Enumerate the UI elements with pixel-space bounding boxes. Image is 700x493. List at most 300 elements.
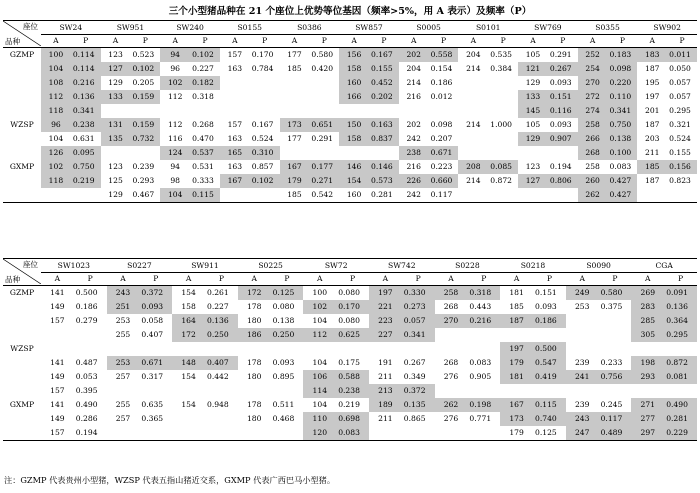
allele-cell bbox=[566, 314, 599, 328]
frequency-cell: 0.151 bbox=[548, 90, 578, 104]
allele-cell: 123 bbox=[108, 162, 123, 171]
frequency-cell: 0.452 bbox=[369, 76, 399, 90]
allele-cell bbox=[101, 104, 131, 118]
frequency-cell bbox=[369, 146, 399, 160]
allele-cell bbox=[435, 384, 468, 398]
allele-cell: 227 bbox=[369, 328, 402, 342]
allele-cell: 104 bbox=[312, 358, 328, 367]
locus-header: SW911 bbox=[172, 259, 238, 273]
frequency-cell bbox=[336, 342, 369, 356]
allele-cell: 123 bbox=[108, 50, 123, 59]
frequency-cell: 0.012 bbox=[430, 92, 453, 101]
table-title: 三个小型猪品种在 21 个座位上优势等位基因（频率>5%，用 A 表示）及频率（P） bbox=[168, 6, 532, 17]
allele-cell: 213 bbox=[369, 384, 402, 398]
allele-cell: 112 bbox=[167, 120, 183, 129]
allele-cell: 242 bbox=[406, 134, 421, 143]
breed-label bbox=[3, 314, 41, 328]
frequency-cell: 0.671 bbox=[429, 146, 459, 160]
frequency-cell: 0.857 bbox=[251, 162, 274, 171]
col-a-header: A bbox=[637, 35, 667, 48]
frequency-cell: 0.186 bbox=[75, 302, 98, 311]
allele-cell bbox=[518, 188, 548, 203]
frequency-cell: 0.321 bbox=[669, 120, 691, 129]
allele-cell: 150 bbox=[339, 118, 369, 132]
allele-cell: 238 bbox=[399, 146, 429, 160]
frequency-cell: 0.219 bbox=[71, 174, 101, 188]
col-p-header: P bbox=[548, 35, 578, 48]
allele-cell: 204 bbox=[466, 50, 481, 59]
locus-header: SW902 bbox=[637, 21, 697, 35]
corner-header bbox=[3, 259, 41, 286]
col-a-header: A bbox=[107, 273, 140, 286]
allele-cell: 100 bbox=[312, 288, 328, 297]
frequency-cell: 0.732 bbox=[130, 132, 160, 146]
allele-cell: 133 bbox=[101, 90, 131, 104]
frequency-cell: 0.395 bbox=[75, 386, 98, 395]
col-p-header: P bbox=[130, 35, 160, 48]
frequency-cell: 0.490 bbox=[75, 400, 98, 409]
frequency-cell: 0.537 bbox=[190, 146, 220, 160]
frequency-cell: 0.341 bbox=[608, 104, 638, 118]
col-a-header: A bbox=[500, 273, 533, 286]
frequency-cell bbox=[205, 384, 238, 398]
frequency-cell: 0.216 bbox=[71, 76, 101, 90]
locus-header: S0218 bbox=[500, 259, 566, 273]
allele-cell: 157 bbox=[227, 50, 243, 59]
frequency-cell: 0.110 bbox=[608, 90, 638, 104]
frequency-cell bbox=[309, 104, 339, 118]
col-a-header: A bbox=[303, 273, 336, 286]
allele-cell bbox=[41, 188, 71, 203]
allele-cell bbox=[458, 146, 488, 160]
allele-cell: 270 bbox=[435, 314, 468, 328]
breed-label bbox=[3, 426, 41, 441]
frequency-cell: 0.317 bbox=[141, 372, 164, 381]
frequency-cell: 0.098 bbox=[430, 120, 453, 129]
frequency-cell: 0.220 bbox=[608, 76, 638, 90]
allele-cell: 181 bbox=[500, 370, 533, 384]
allele-cell: 129 bbox=[101, 188, 131, 203]
allele-cell: 157 bbox=[41, 426, 74, 441]
frequency-cell: 0.823 bbox=[669, 176, 691, 185]
frequency-cell bbox=[271, 342, 304, 356]
col-a-header: A bbox=[578, 35, 608, 48]
allele-cell bbox=[458, 104, 488, 118]
frequency-cell: 0.295 bbox=[664, 328, 697, 342]
allele-cell: 272 bbox=[578, 90, 608, 104]
frequency-cell: 0.093 bbox=[139, 300, 172, 314]
allele-cell: 179 bbox=[500, 426, 533, 441]
frequency-cell: 0.660 bbox=[429, 174, 459, 188]
allele-cell: 187 bbox=[644, 64, 660, 73]
frequency-cell: 0.194 bbox=[549, 162, 572, 171]
allele-cell: 172 bbox=[172, 328, 205, 342]
frequency-cell: 0.175 bbox=[338, 358, 360, 367]
allele-cell: 187 bbox=[500, 314, 533, 328]
frequency-cell: 0.219 bbox=[338, 400, 360, 409]
allele-cell: 270 bbox=[578, 76, 608, 90]
frequency-cell bbox=[130, 146, 160, 160]
allele-cell: 100 bbox=[41, 48, 71, 63]
frequency-cell: 0.115 bbox=[533, 398, 566, 412]
frequency-cell bbox=[309, 146, 339, 160]
frequency-cell: 0.895 bbox=[272, 372, 295, 381]
allele-cell: 185 bbox=[280, 188, 310, 203]
locus-header: SW1023 bbox=[41, 259, 107, 273]
locus-header: S0386 bbox=[280, 21, 340, 35]
frequency-cell: 0.341 bbox=[71, 104, 101, 118]
frequency-cell: 0.100 bbox=[608, 146, 638, 160]
allele-cell bbox=[458, 76, 488, 90]
allele-cell: 141 bbox=[50, 288, 65, 297]
allele-cell: 211 bbox=[378, 372, 393, 381]
allele-cell: 241 bbox=[566, 370, 599, 384]
frequency-cell: 0.625 bbox=[336, 328, 369, 342]
allele-cell bbox=[518, 146, 548, 160]
allele-cell: 197 bbox=[644, 92, 660, 101]
frequency-cell: 0.349 bbox=[403, 372, 426, 381]
frequency-cell bbox=[190, 104, 220, 118]
allele-cell: 266 bbox=[578, 132, 608, 146]
allele-cell bbox=[435, 426, 468, 441]
frequency-cell: 0.500 bbox=[533, 342, 566, 356]
allele-cell: 135 bbox=[101, 132, 131, 146]
allele-cell: 149 bbox=[50, 372, 65, 381]
allele-cell: 123 bbox=[525, 162, 541, 171]
frequency-cell: 0.159 bbox=[130, 90, 160, 104]
allele-cell: 157 bbox=[50, 386, 65, 395]
allele-cell: 160 bbox=[339, 188, 369, 203]
allele-cell: 258 bbox=[435, 286, 468, 301]
frequency-cell: 0.114 bbox=[71, 62, 101, 76]
allele-cell: 120 bbox=[303, 426, 336, 441]
frequency-cell: 0.467 bbox=[130, 188, 160, 203]
frequency-cell bbox=[488, 146, 518, 160]
allele-cell bbox=[280, 146, 310, 160]
allele-cell: 214 bbox=[466, 64, 481, 73]
allele-cell bbox=[369, 342, 402, 356]
allele-cell: 125 bbox=[108, 176, 123, 185]
frequency-cell: 0.671 bbox=[139, 356, 172, 370]
frequency-cell: 0.295 bbox=[669, 106, 691, 115]
col-a-header: A bbox=[41, 35, 71, 48]
frequency-cell: 0.500 bbox=[75, 288, 98, 297]
corner-locus-label: 座位 bbox=[22, 22, 38, 31]
allele-cell: 160 bbox=[339, 76, 369, 90]
locus-header: SW857 bbox=[339, 21, 399, 35]
allele-cell: 276 bbox=[443, 372, 459, 381]
table-row bbox=[3, 146, 697, 160]
col-a-header: A bbox=[458, 35, 488, 48]
col-p-header: P bbox=[402, 273, 435, 286]
allele-cell: 158 bbox=[339, 132, 369, 146]
frequency-cell: 0.239 bbox=[132, 162, 155, 171]
allele-cell: 253 bbox=[574, 302, 590, 311]
allele-cell: 108 bbox=[41, 76, 71, 90]
allele-cell: 249 bbox=[566, 286, 599, 301]
allele-cell: 262 bbox=[578, 188, 608, 203]
table-row bbox=[3, 118, 697, 132]
allele-table-2 bbox=[3, 258, 697, 441]
frequency-cell: 0.384 bbox=[490, 64, 512, 73]
frequency-cell: 0.948 bbox=[206, 400, 229, 409]
allele-cell: 172 bbox=[238, 286, 271, 301]
frequency-cell: 0.524 bbox=[251, 134, 274, 143]
frequency-cell: 0.227 bbox=[192, 64, 214, 73]
frequency-cell: 0.182 bbox=[190, 76, 220, 90]
allele-cell bbox=[101, 146, 131, 160]
frequency-cell: 0.420 bbox=[311, 64, 334, 73]
frequency-cell bbox=[467, 342, 500, 356]
frequency-cell: 0.093 bbox=[535, 302, 557, 311]
allele-cell bbox=[280, 76, 310, 90]
frequency-cell: 0.364 bbox=[664, 314, 697, 328]
allele-cell bbox=[566, 384, 599, 398]
allele-cell: 297 bbox=[631, 426, 664, 441]
breed-label bbox=[3, 104, 41, 118]
frequency-cell: 0.631 bbox=[72, 134, 95, 143]
allele-cell: 102 bbox=[303, 300, 336, 314]
frequency-cell bbox=[488, 188, 518, 203]
frequency-cell: 0.080 bbox=[272, 302, 295, 311]
frequency-cell: 0.058 bbox=[141, 316, 164, 325]
frequency-cell: 0.365 bbox=[141, 414, 164, 423]
frequency-cell: 0.238 bbox=[336, 384, 369, 398]
frequency-cell bbox=[74, 342, 107, 356]
allele-cell bbox=[339, 146, 369, 160]
frequency-cell: 0.177 bbox=[309, 160, 339, 174]
allele-cell: 102 bbox=[41, 160, 71, 174]
allele-cell bbox=[238, 426, 271, 441]
allele-cell: 214 bbox=[466, 120, 481, 129]
allele-cell: 183 bbox=[637, 48, 667, 63]
corner-breed-label: 品种 bbox=[5, 275, 21, 284]
allele-cell bbox=[220, 90, 250, 104]
allele-cell: 145 bbox=[518, 104, 548, 118]
col-a-header: A bbox=[172, 273, 205, 286]
col-p-header: P bbox=[488, 35, 518, 48]
allele-cell: 157 bbox=[50, 316, 65, 325]
allele-cell: 189 bbox=[369, 398, 402, 412]
frequency-cell: 0.740 bbox=[533, 412, 566, 426]
frequency-cell: 0.080 bbox=[338, 316, 360, 325]
frequency-cell: 0.155 bbox=[369, 62, 399, 76]
allele-cell: 154 bbox=[181, 288, 196, 297]
frequency-cell: 0.102 bbox=[190, 48, 220, 63]
allele-cell: 94 bbox=[170, 162, 181, 171]
col-p-header: P bbox=[139, 273, 172, 286]
locus-header: S0090 bbox=[566, 259, 632, 273]
breed-label: GZMP bbox=[9, 288, 35, 297]
frequency-cell: 0.443 bbox=[469, 302, 492, 311]
allele-cell: 214 bbox=[466, 176, 481, 185]
frequency-cell: 0.154 bbox=[430, 64, 453, 73]
frequency-cell: 0.163 bbox=[369, 118, 399, 132]
allele-cell bbox=[280, 104, 310, 118]
frequency-cell bbox=[139, 426, 172, 441]
locus-header: CGA bbox=[631, 259, 697, 273]
corner-locus-label: 座位 bbox=[22, 260, 38, 269]
table-row bbox=[3, 188, 697, 203]
frequency-cell: 0.138 bbox=[272, 316, 295, 325]
frequency-cell: 0.083 bbox=[336, 426, 369, 441]
allele-cell: 98 bbox=[170, 176, 181, 185]
allele-cell: 163 bbox=[227, 64, 243, 73]
locus-header: S0227 bbox=[107, 259, 173, 273]
breed-label bbox=[3, 188, 41, 203]
frequency-cell: 0.907 bbox=[548, 132, 578, 146]
allele-cell: 180 bbox=[246, 372, 262, 381]
allele-cell: 202 bbox=[406, 120, 421, 129]
breed-label: WZSP bbox=[10, 120, 34, 129]
frequency-cell: 0.186 bbox=[430, 78, 453, 87]
breed-label: WZSP bbox=[10, 344, 34, 353]
allele-cell: 154 bbox=[181, 400, 196, 409]
col-a-header: A bbox=[238, 273, 271, 286]
table-row bbox=[3, 370, 697, 384]
frequency-cell: 0.205 bbox=[132, 78, 155, 87]
frequency-cell bbox=[488, 132, 518, 146]
allele-cell bbox=[172, 384, 205, 398]
frequency-cell: 0.136 bbox=[664, 300, 697, 314]
col-a-header: A bbox=[339, 35, 369, 48]
allele-cell: 118 bbox=[41, 174, 71, 188]
frequency-cell: 0.114 bbox=[71, 48, 101, 63]
allele-cell: 253 bbox=[115, 316, 131, 325]
frequency-cell: 0.083 bbox=[469, 358, 492, 367]
allele-cell: 269 bbox=[631, 286, 664, 301]
allele-cell: 165 bbox=[220, 146, 250, 160]
table-row bbox=[3, 426, 697, 441]
allele-cell: 118 bbox=[41, 104, 71, 118]
locus-header: SW240 bbox=[160, 21, 220, 35]
frequency-cell bbox=[205, 412, 238, 426]
breed-label bbox=[3, 174, 41, 188]
allele-cell bbox=[435, 328, 468, 342]
frequency-cell: 0.279 bbox=[75, 316, 98, 325]
frequency-cell bbox=[205, 426, 238, 441]
allele-cell bbox=[238, 342, 271, 356]
allele-cell bbox=[41, 342, 74, 356]
allele-cell: 255 bbox=[115, 330, 131, 339]
allele-cell: 242 bbox=[399, 188, 429, 203]
allele-cell: 185 bbox=[287, 64, 302, 73]
frequency-cell: 0.318 bbox=[192, 92, 214, 101]
allele-cell: 268 bbox=[578, 146, 608, 160]
allele-cell: 102 bbox=[160, 76, 190, 90]
allele-cell bbox=[107, 384, 140, 398]
allele-cell: 214 bbox=[406, 78, 421, 87]
allele-cell: 178 bbox=[246, 358, 262, 367]
allele-cell bbox=[339, 104, 369, 118]
frequency-cell bbox=[139, 384, 172, 398]
allele-cell: 255 bbox=[115, 400, 131, 409]
allele-cell bbox=[631, 384, 664, 398]
frequency-cell: 0.281 bbox=[664, 412, 697, 426]
frequency-cell bbox=[369, 104, 399, 118]
frequency-cell: 0.098 bbox=[608, 62, 638, 76]
frequency-cell: 0.635 bbox=[141, 400, 164, 409]
allele-cell: 178 bbox=[246, 302, 262, 311]
allele-table-1 bbox=[3, 20, 697, 203]
frequency-cell bbox=[130, 104, 160, 118]
frequency-cell: 0.806 bbox=[548, 174, 578, 188]
frequency-cell: 0.227 bbox=[206, 302, 229, 311]
frequency-cell: 0.490 bbox=[664, 398, 697, 412]
allele-cell bbox=[435, 342, 468, 356]
allele-cell: 166 bbox=[339, 90, 369, 104]
frequency-cell: 0.093 bbox=[549, 120, 572, 129]
table-row bbox=[3, 398, 697, 412]
table-row bbox=[3, 314, 697, 328]
col-p-header: P bbox=[599, 273, 632, 286]
allele-cell: 186 bbox=[238, 328, 271, 342]
allele-cell bbox=[107, 342, 140, 356]
allele-cell: 211 bbox=[378, 414, 393, 423]
frequency-cell: 0.293 bbox=[132, 176, 155, 185]
allele-cell: 257 bbox=[115, 414, 131, 423]
frequency-cell bbox=[599, 314, 632, 328]
allele-cell: 163 bbox=[227, 134, 243, 143]
frequency-cell bbox=[664, 342, 697, 356]
footnote: 注：GZMP 代表贵州小型猪，WZSP 代表五指山猪近交系，GXMP 代表广西巴马小型猪。 bbox=[4, 475, 336, 485]
frequency-cell bbox=[488, 104, 518, 118]
frequency-cell: 0.427 bbox=[608, 188, 638, 203]
allele-cell: 211 bbox=[644, 148, 660, 157]
frequency-cell: 0.511 bbox=[272, 400, 295, 409]
table-row bbox=[3, 356, 697, 370]
allele-cell: 116 bbox=[167, 134, 183, 143]
allele-cell: 112 bbox=[303, 328, 336, 342]
allele-cell: 127 bbox=[101, 62, 131, 76]
table-row bbox=[3, 132, 697, 146]
frequency-cell bbox=[71, 188, 101, 203]
allele-cell: 110 bbox=[303, 412, 336, 426]
frequency-cell: 0.489 bbox=[599, 426, 632, 441]
frequency-cell: 0.186 bbox=[533, 314, 566, 328]
allele-cell: 112 bbox=[167, 92, 183, 101]
frequency-cell: 0.468 bbox=[272, 414, 295, 423]
allele-cell: 179 bbox=[500, 356, 533, 370]
frequency-cell bbox=[402, 342, 435, 356]
allele-cell: 257 bbox=[115, 372, 131, 381]
frequency-cell bbox=[250, 104, 280, 118]
allele-cell: 198 bbox=[631, 356, 664, 370]
frequency-cell: 0.286 bbox=[75, 414, 98, 423]
allele-cell: 216 bbox=[406, 162, 421, 171]
frequency-cell: 0.245 bbox=[600, 400, 623, 409]
breed-label bbox=[3, 384, 41, 398]
allele-cell: 126 bbox=[41, 146, 71, 160]
frequency-cell: 0.531 bbox=[192, 162, 214, 171]
frequency-cell: 0.156 bbox=[667, 160, 697, 174]
frequency-cell: 0.698 bbox=[336, 412, 369, 426]
frequency-cell bbox=[548, 188, 578, 203]
allele-cell: 274 bbox=[578, 104, 608, 118]
frequency-cell: 0.318 bbox=[467, 286, 500, 301]
frequency-cell: 0.580 bbox=[311, 50, 334, 59]
locus-header: SW24 bbox=[41, 21, 101, 35]
frequency-cell: 0.151 bbox=[535, 288, 557, 297]
allele-cell: 167 bbox=[500, 398, 533, 412]
frequency-cell: 0.116 bbox=[548, 104, 578, 118]
allele-cell: 203 bbox=[644, 134, 660, 143]
breed-label bbox=[3, 370, 41, 384]
col-p-header: P bbox=[190, 35, 220, 48]
allele-cell: 262 bbox=[435, 398, 468, 412]
frequency-cell bbox=[250, 76, 280, 90]
allele-cell: 148 bbox=[172, 356, 205, 370]
